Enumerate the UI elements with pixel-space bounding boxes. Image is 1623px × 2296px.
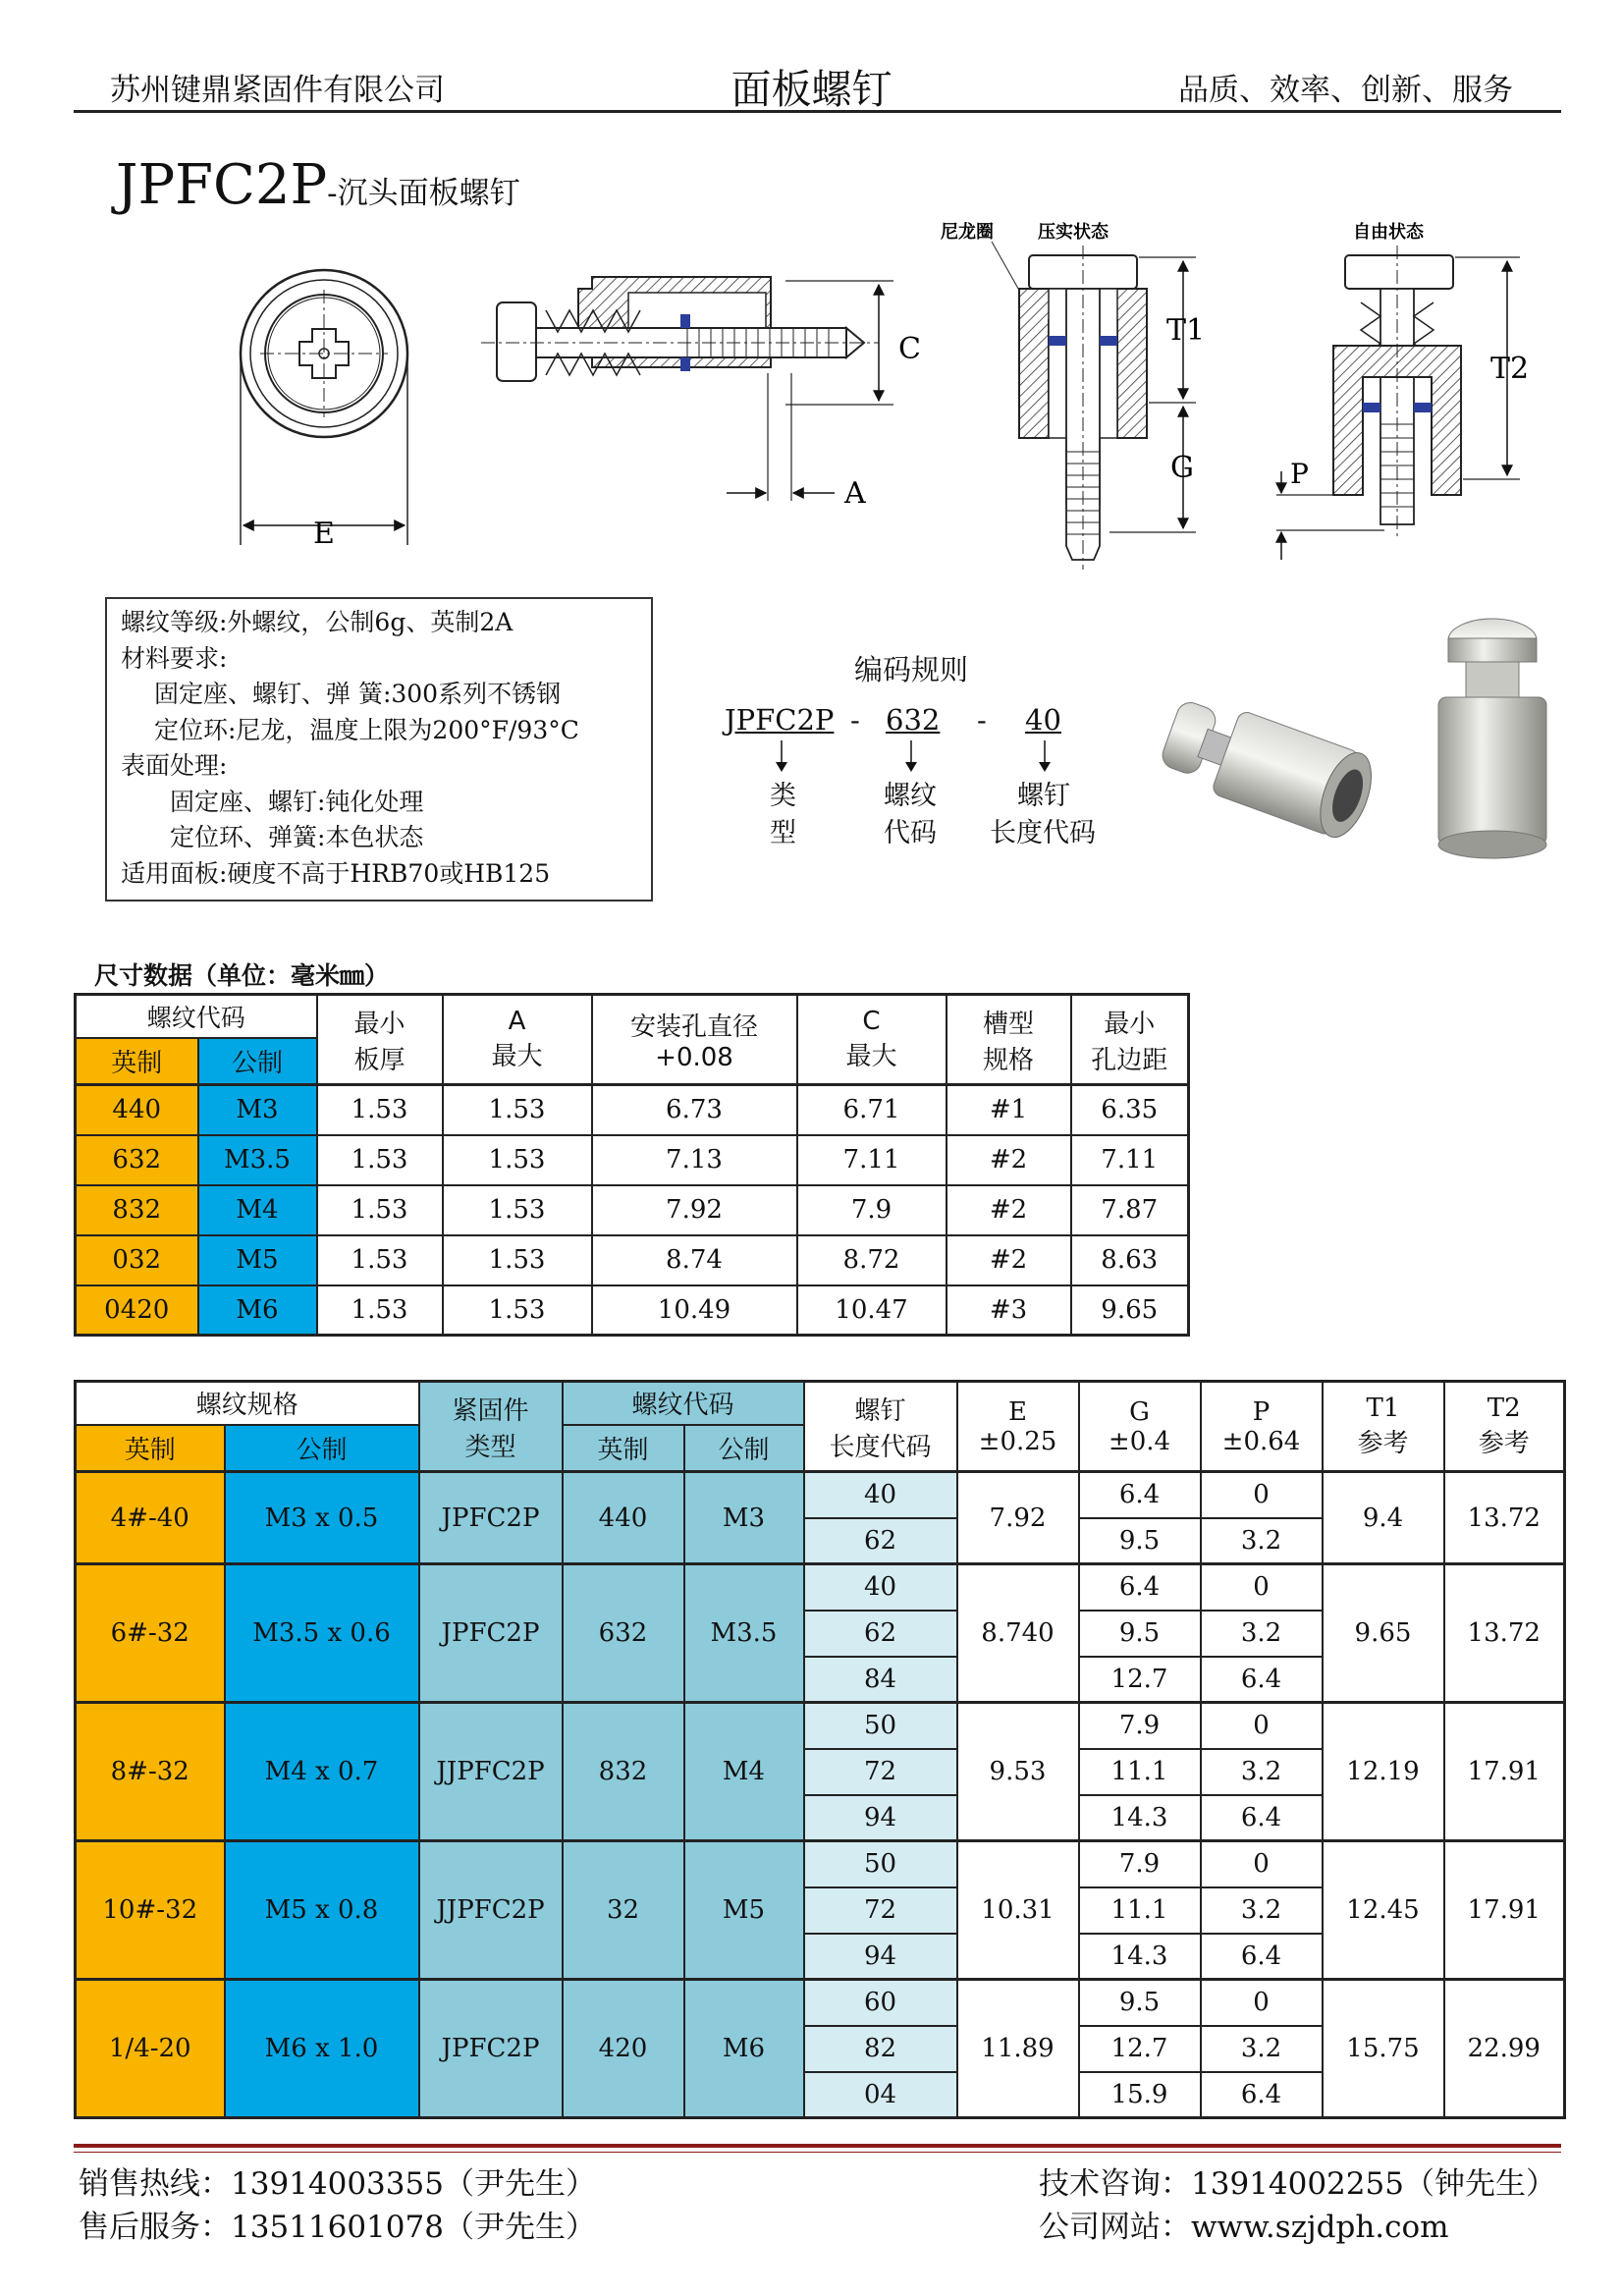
table-cell: 440 [563,1472,684,1564]
table-cell: M4 [684,1703,804,1841]
table-cell: M3 [684,1472,804,1564]
table-cell: 3.2 [1201,2026,1323,2072]
table-cell: JJPFC2P [419,1703,563,1841]
table-cell: #3 [947,1285,1071,1336]
header-cell: 最小 孔边距 [1071,995,1189,1085]
table-cell: 94 [804,1934,957,1980]
table-cell: 0 [1201,1841,1323,1887]
table-row [76,1235,1189,1285]
table-cell: 6.4 [1201,1657,1323,1703]
table-cell: 832 [76,1185,198,1235]
header-cell: 公制 [684,1425,804,1472]
header-cell: E ±0.25 [957,1382,1079,1472]
table-cell: 7.87 [1071,1185,1189,1235]
spec-line: 适用面板:硬度不高于HRB70或HB125 [121,858,551,888]
table-cell: 12.45 [1323,1841,1444,1980]
table-cell: 1.53 [443,1235,592,1285]
code-part-thread: 632 [886,703,941,737]
table-row [76,1841,1565,1887]
table-cell: #2 [947,1135,1071,1185]
table-row [76,1472,1565,1518]
header-cell: 螺纹代码 [76,995,317,1038]
table-row [76,1135,1189,1185]
page-category: 面板螺钉 [730,66,893,113]
table-cell: M5 [684,1841,804,1980]
table1-title: 尺寸数据（单位：毫米㎜） [94,961,390,990]
website-link[interactable]: www.szjdph.com [1191,2210,1449,2245]
free-state-label: 自由状态 [1353,222,1424,243]
table-cell: 17.91 [1444,1841,1565,1980]
header-cell: 最小 板厚 [317,995,443,1085]
code-dash: - [850,703,860,737]
table-cell: M3 x 0.5 [225,1472,419,1564]
table-cell: 7.92 [957,1472,1079,1564]
table-cell: 6.35 [1071,1085,1189,1135]
table-cell: 14.3 [1079,1795,1201,1841]
header-cell: G ±0.4 [1079,1382,1201,1472]
table-cell: 6#-32 [76,1564,225,1703]
table-cell: 6.4 [1201,2072,1323,2118]
table-cell: JJPFC2P [419,1841,563,1980]
table-cell: 9.5 [1079,1611,1201,1657]
code-label: 螺纹 [884,781,937,811]
table-row [76,1703,1565,1749]
table-cell: 3.2 [1201,1749,1323,1795]
table-cell: 7.11 [1071,1135,1189,1185]
table-cell: 32 [563,1841,684,1980]
table-cell: 7.92 [592,1185,797,1235]
table-cell: #1 [947,1085,1071,1135]
footer-divider [74,2144,1561,2148]
pressed-state-label: 压实状态 [1038,222,1109,243]
table-cell: 4#-40 [76,1472,225,1564]
table-cell: 72 [804,1887,957,1934]
table-cell: 0 [1201,1703,1323,1749]
table-cell: 8#-32 [76,1703,225,1841]
table-cell: 7.9 [797,1185,947,1235]
header-cell: 槽型 规格 [947,995,1071,1085]
side-section-drawing [481,277,921,511]
header-cell: T2 参考 [1444,1382,1565,1472]
code-label: 螺钉 [1017,781,1070,811]
product-description: -沉头面板螺钉 [327,176,520,211]
table-cell: M4 x 0.7 [225,1703,419,1841]
table-cell: 9.53 [957,1703,1079,1841]
header-cell: 安装孔直径 +0.08 [592,995,797,1085]
technical-drawing [0,216,1623,589]
table-cell: 82 [804,2026,957,2072]
table-cell: M3.5 x 0.6 [225,1564,419,1703]
table-cell: 9.65 [1071,1285,1189,1336]
table-cell: 0 [1201,1980,1323,2026]
header-cell: 螺纹规格 [76,1382,419,1425]
product-code: JPFC2P [116,153,328,217]
table-cell: 7.9 [1079,1703,1201,1749]
code-label: 长度代码 [990,818,1096,848]
table-cell: 440 [76,1085,198,1135]
table-cell: 8.63 [1071,1235,1189,1285]
spec-line: 固定座、螺钉、弹 簧:300系列不锈钢 [154,680,562,708]
header-cell: 公制 [198,1038,317,1085]
tech-consult: 技术咨询：13914002255（钟先生） [1039,2166,1556,2202]
header-cell: 英制 [76,1038,198,1085]
table-cell: 1.53 [317,1285,443,1336]
table-cell: 10.49 [592,1285,797,1336]
dim-P-label: P [1290,458,1309,490]
specification-box [105,597,653,902]
table-row [76,1085,1189,1135]
table-cell: M3.5 [684,1564,804,1703]
table-cell: 7.13 [592,1135,797,1185]
table-cell: 17.91 [1444,1703,1565,1841]
table-cell: 0 [1201,1472,1323,1518]
table-cell: 6.4 [1201,1795,1323,1841]
table-cell: 10.31 [957,1841,1079,1980]
table-cell: 1/4-20 [76,1980,225,2118]
table-cell: 12.7 [1079,2026,1201,2072]
sales-hotline: 销售热线：13914003355（尹先生） [79,2166,596,2202]
table-cell: 11.89 [957,1980,1079,2118]
table-cell: JPFC2P [419,1980,563,2118]
table-row [76,1185,1189,1235]
table-cell: 50 [804,1703,957,1749]
table-cell: 14.3 [1079,1934,1201,1980]
dim-E-label: E [313,517,335,551]
table-cell: M6 [198,1285,317,1336]
table-cell: 1.53 [443,1185,592,1235]
table-row [76,1564,1565,1611]
table-cell: 60 [804,1980,957,2026]
header-cell: 螺纹代码 [563,1382,804,1425]
table-cell: 94 [804,1795,957,1841]
table-cell: 6.4 [1201,1934,1323,1980]
header-cell: 紧固件 类型 [419,1382,563,1472]
table-cell: 13.72 [1444,1564,1565,1703]
table-cell: 11.1 [1079,1749,1201,1795]
table-cell: 3.2 [1201,1887,1323,1934]
pressed-state-drawing [941,221,1205,570]
slogan: 品质、效率、创新、服务 [1178,73,1513,108]
table-cell: 6.4 [1079,1472,1201,1518]
table-cell: 9.5 [1079,1518,1201,1564]
table-cell: #2 [947,1235,1071,1285]
header-cell: T1 参考 [1323,1382,1444,1472]
header-cell: 英制 [76,1425,225,1472]
code-label: 类 [770,781,796,811]
table-cell: M4 [198,1185,317,1235]
coding-arrows [766,738,1080,774]
spec-line: 定位环、弹簧:本色状态 [170,823,424,851]
dimension-table [74,993,1190,1337]
header-cell: 公制 [225,1425,419,1472]
table-cell: 3.2 [1201,1518,1323,1564]
specification-table [74,1380,1566,2119]
spec-line: 表面处理: [121,751,228,780]
table-cell: 50 [804,1841,957,1887]
header-cell: 螺钉 长度代码 [804,1382,957,1472]
page-title [116,153,520,217]
coding-rule-title: 编码规则 [854,653,969,686]
company-name: 苏州键鼎紧固件有限公司 [110,73,445,108]
table-cell: 9.5 [1079,1980,1201,2026]
footer-divider [74,2152,1561,2153]
table-cell: 1.53 [443,1085,592,1135]
table-cell: 9.4 [1323,1472,1444,1564]
table-cell: M3 [198,1085,317,1135]
table-row [76,1285,1189,1336]
table-cell: 6.73 [592,1085,797,1135]
table-cell: 8.72 [797,1235,947,1285]
dim-G-label: G [1170,451,1194,485]
code-dash: - [977,703,987,737]
table-cell: 3.2 [1201,1611,1323,1657]
table-cell: 8.74 [592,1235,797,1285]
after-sales: 售后服务：13511601078（尹先生） [79,2210,596,2245]
table-cell: 15.75 [1323,1980,1444,2118]
table-cell: M6 [684,1980,804,2118]
table-cell: 6.4 [1079,1564,1201,1611]
table-cell: 7.9 [1079,1841,1201,1887]
table-cell: 420 [563,1980,684,2118]
table-cell: 1.53 [317,1235,443,1285]
header-cell: P ±0.64 [1201,1382,1323,1472]
table-cell: 832 [563,1703,684,1841]
nylon-ring-label: 尼龙圈 [941,222,994,243]
dim-T1-label: T1 [1166,313,1206,348]
spec-line: 材料要求: [121,643,228,673]
table-cell: JPFC2P [419,1472,563,1564]
table-cell: 13.72 [1444,1472,1565,1564]
dim-C-label: C [898,332,921,366]
table-cell: 8.740 [957,1564,1079,1703]
product-photo [1144,599,1586,884]
table-cell: 1.53 [443,1135,592,1185]
table-cell: 9.65 [1323,1564,1444,1703]
table-cell: 1.53 [317,1135,443,1185]
free-state-drawing [1276,221,1529,560]
table-row [76,1980,1565,2026]
spec-line: 螺纹等级:外螺纹，公制6g、英制2A [121,608,514,636]
table-cell: M6 x 1.0 [225,1980,419,2118]
table-cell: 40 [804,1564,957,1611]
spec-line: 定位环:尼龙，温度上限为200°F/93°C [154,715,579,744]
table-cell: 1.53 [317,1185,443,1235]
header-cell: 英制 [563,1425,684,1472]
table-cell: 032 [76,1235,198,1285]
table-cell: 0 [1201,1564,1323,1611]
code-label: 代码 [884,818,937,848]
table-cell: 62 [804,1518,957,1564]
table-cell: M3.5 [198,1135,317,1185]
table-cell: 632 [76,1135,198,1185]
spec-line: 固定座、螺钉:钝化处理 [170,787,424,816]
table-cell: 1.53 [317,1085,443,1135]
table-cell: 632 [563,1564,684,1703]
table-cell: 7.11 [797,1135,947,1185]
code-label: 型 [770,818,796,848]
dim-T2-label: T2 [1490,352,1530,386]
table-cell: 62 [804,1611,957,1657]
table-cell: M5 x 0.8 [225,1841,419,1980]
table-cell: 6.71 [797,1085,947,1135]
code-part-length: 40 [1025,703,1061,737]
table-cell: 10.47 [797,1285,947,1336]
table-cell: #2 [947,1185,1071,1235]
table-cell: 04 [804,2072,957,2118]
table-cell: 12.19 [1323,1703,1444,1841]
table-cell: 15.9 [1079,2072,1201,2118]
header-cell: C 最大 [797,995,947,1085]
table-cell: 12.7 [1079,1657,1201,1703]
dim-A-label: A [844,476,866,511]
table-cell: JPFC2P [419,1564,563,1703]
table-cell: 10#-32 [76,1841,225,1980]
table-cell: 40 [804,1472,957,1518]
table-cell: 1.53 [443,1285,592,1336]
table-cell: 0420 [76,1285,198,1336]
table-cell: 84 [804,1657,957,1703]
table-cell: M5 [198,1235,317,1285]
company-website: 公司网站：www.szjdph.com [1039,2210,1449,2245]
table-cell: 22.99 [1444,1980,1565,2118]
header-divider [74,110,1561,113]
code-part-type: JPFC2P [725,703,835,737]
header-cell: A 最大 [443,995,592,1085]
table-cell: 72 [804,1749,957,1795]
table-cell: 11.1 [1079,1887,1201,1934]
top-view-drawing [241,270,407,551]
